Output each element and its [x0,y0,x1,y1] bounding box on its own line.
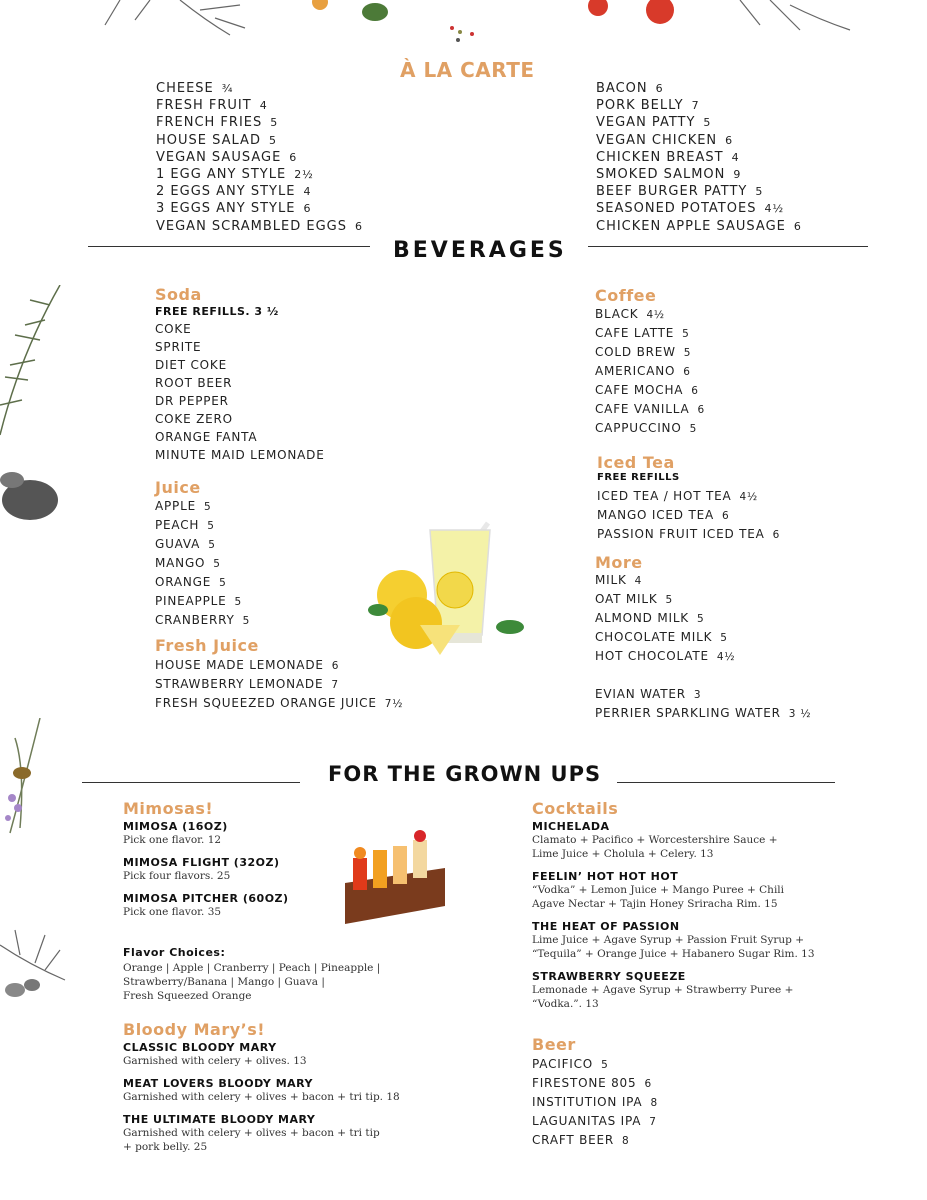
item-name: ORANGE FANTA [155,430,258,444]
menu-item [595,419,705,438]
item-name: CHOCOLATE MILK [595,630,713,644]
mimosa-flight-illustration [335,828,455,928]
drink-entry [532,970,815,1011]
item-name: 1 EGG ANY STYLE [156,167,287,183]
item-price: 6 [655,82,664,95]
drink-entry [123,820,289,847]
grown-ups-rule-left [82,782,300,783]
menu-item [596,183,802,200]
menu-item [155,338,325,356]
drink-description: Pick four flavors. 25 [123,870,231,882]
item-name: INSTITUTION IPA [532,1095,643,1109]
menu-item [155,392,325,410]
item-name: FRESH SQUEEZED ORANGE JUICE [155,696,377,710]
item-name: 2 EGGS ANY STYLE [156,184,296,200]
item-price: 6 [793,219,802,233]
item-name: CRAFT BEER [532,1133,615,1147]
menu-item [155,592,250,611]
item-name: HOT CHOCOLATE [595,649,709,663]
item-price: 6 [644,1078,652,1090]
menu-item [532,1093,658,1112]
item-name: CHICKEN APPLE SAUSAGE [596,218,786,234]
grown-ups-rule-right [617,782,835,783]
item-name: AMERICANO [595,364,676,378]
menu-item [595,381,705,400]
item-name: CHEESE [156,81,214,96]
item-price: 5 [268,133,277,147]
item-price: 5 [696,613,705,625]
item-price: 5 [242,615,251,627]
menu-item [595,305,705,324]
drink-name: MIMOSA FLIGHT (32OZ) [123,856,280,869]
item-name: FRENCH FRIES [156,115,263,131]
item-price: 5 [689,423,698,435]
rosemary-decoration [0,285,70,545]
item-name: 3 EGGS ANY STYLE [156,201,296,217]
flavor-choices-title: Flavor Choices: [123,946,226,959]
menu-item [596,80,802,97]
drink-description: Lemonade + Agave Syrup + Strawberry Puree + [532,984,794,996]
drink-name: STRAWBERRY SQUEEZE [532,970,686,983]
item-name: CRANBERRY [155,613,235,627]
item-price: 6 [725,133,734,147]
juice-list [155,497,250,630]
item-name: DIET COKE [155,358,227,372]
soda-list [155,320,325,464]
item-name: LAGUANITAS IPA [532,1114,642,1128]
item-price: 5 [720,632,728,644]
bloody-mary-title: Bloody Mary’s! [123,1020,266,1039]
item-price: 5 [755,185,764,199]
item-price: 6 [721,510,730,522]
drink-name: MICHELADA [532,820,610,833]
drink-description: “Vodka.”. 13 [532,998,599,1010]
item-name: MILK [595,573,627,587]
flavor-choices-list [123,961,380,1003]
menu-item [595,628,735,647]
lemonade-illustration [360,515,535,660]
menu-item [596,200,802,217]
item-name: FRESH FRUIT [156,98,252,114]
item-price: 5 [682,328,690,340]
more-list [595,571,735,666]
drink-name: MEAT LOVERS BLOODY MARY [123,1077,313,1090]
item-name: PEACH [155,518,200,532]
item-price: 6 [691,385,699,397]
a-la-carte-right-list [596,80,802,235]
menu-item [155,356,325,374]
item-name: VEGAN SCRAMBLED EGGS [156,218,348,234]
flavor-line: Orange | Apple | Cranberry | Peach | Pineapple | [123,962,381,974]
item-name: HOUSE SALAD [156,132,261,148]
item-name: PACIFICO [532,1057,594,1071]
menu-item [156,200,363,217]
bloody-mary-list [123,1041,400,1163]
item-price: 7½ [384,698,404,710]
menu-item [155,554,250,573]
cocktails-title: Cocktails [532,799,619,818]
item-name: APPLE [155,499,196,513]
item-price: 4½ [739,491,758,503]
item-name: COLD BREW [595,345,676,359]
item-price: 8 [622,1135,630,1147]
menu-item [156,97,363,114]
menu-item [532,1131,658,1150]
menu-item [156,166,363,183]
drink-name: THE HEAT OF PASSION [532,920,680,933]
item-price: 3 [693,689,702,701]
item-price: 5 [270,116,279,130]
item-name: FIRESTONE 805 [532,1076,637,1090]
menu-item [532,1055,658,1074]
beer-list [532,1055,658,1150]
menu-item [595,362,705,381]
item-name: HOUSE MADE LEMONADE [155,658,324,672]
menu-item [596,97,802,114]
drink-description: Lime Juice + Agave Syrup + Passion Fruit Syrup + [532,934,805,946]
menu-item [155,497,250,516]
menu-item [155,374,325,392]
item-price: 4½ [646,309,665,321]
item-price: 7 [691,99,700,113]
item-name: ROOT BEER [155,376,233,390]
iced-tea-title: Iced Tea [597,453,675,472]
menu-item [595,647,735,666]
drink-entry [532,870,815,911]
beer-title: Beer [532,1035,576,1054]
mimosas-title: Mimosas! [123,799,214,818]
beverages-heading: BEVERAGES [393,238,567,263]
soda-note: FREE REFILLS. 3 ½ [155,305,279,318]
fresh-juice-title: Fresh Juice [155,636,259,655]
olive-branch-decoration [0,925,70,1015]
item-price: 4 [634,575,643,587]
drink-entry [532,820,815,861]
menu-item [156,80,363,97]
menu-item [155,516,250,535]
drink-description: Garnished with celery + olives + bacon + tri tip [123,1127,380,1139]
item-price: 6 [697,404,705,416]
cocktail-list [532,820,815,1020]
item-name: VEGAN CHICKEN [596,132,718,148]
item-name: MINUTE MAID LEMONADE [155,448,325,462]
menu-item [156,114,363,131]
drink-description: Clamato + Pacifico + Worcestershire Sauce + [532,834,778,846]
item-name: MANGO [155,556,206,570]
drink-description: “Vodka” + Lemon Juice + Mango Puree + Chili [532,884,785,896]
item-name: ALMOND MILK [595,611,689,625]
fresh-juice-list [155,656,403,713]
mimosa-list [123,820,289,928]
item-price: 7 [331,679,339,691]
item-name: PORK BELLY [596,98,684,114]
item-name: SEASONED POTATOES [596,201,757,217]
item-name: EVIAN WATER [595,687,686,701]
drink-description: Lime Juice + Cholula + Celery. 13 [532,848,714,860]
drink-description: Pick one flavor. 35 [123,906,222,918]
drink-name: MIMOSA (16OZ) [123,820,228,833]
item-price: 5 [703,116,712,130]
item-price: 8 [650,1097,658,1109]
menu-item [597,525,780,544]
item-price: 4½ [716,651,736,663]
drink-name: CLASSIC BLOODY MARY [123,1041,277,1054]
soda-title: Soda [155,285,202,304]
item-price: 5 [208,539,216,551]
item-name: CHICKEN BREAST [596,149,724,165]
item-name: CAFE LATTE [595,326,675,340]
flavor-line: Strawberry/Banana | Mango | Guava | [123,976,325,988]
item-price: 6 [289,150,298,164]
menu-item [532,1074,658,1093]
drink-entry [123,856,289,883]
item-price: ¾ [221,82,234,95]
menu-item [596,166,802,183]
item-name: PASSION FRUIT ICED TEA [597,527,765,541]
drink-entry [123,1041,400,1068]
iced-tea-note: FREE REFILLS [597,472,680,483]
item-price: 5 [219,577,227,589]
item-name: BLACK [595,307,639,321]
menu-item [596,132,802,149]
coffee-list [595,305,705,438]
item-name: VEGAN PATTY [596,115,696,131]
item-name: BACON [596,81,648,96]
item-price: 6 [303,202,312,216]
drink-description: Garnished with celery + olives + bacon + tri tip. 18 [123,1091,400,1103]
item-price: 5 [207,520,215,532]
a-la-carte-left-list [156,80,363,235]
menu-item [597,506,780,525]
item-name: COKE [155,322,192,336]
menu-item [155,611,250,630]
item-price: 9 [733,168,742,182]
menu-item [595,704,811,723]
coffee-title: Coffee [595,286,657,305]
item-name: CAFE MOCHA [595,383,684,397]
item-price: 5 [683,347,692,359]
item-name: CAPPUCCINO [595,421,682,435]
item-name: SMOKED SALMON [596,167,726,183]
item-name: ICED TEA / HOT TEA [597,489,732,503]
item-price: 2½ [294,168,314,182]
menu-item [596,218,802,235]
a-la-carte-title: À LA CARTE [400,58,535,82]
item-name: MANGO ICED TEA [597,508,714,522]
item-name: PINEAPPLE [155,594,227,608]
drink-entry [123,1077,400,1104]
item-price: 7 [649,1116,657,1128]
water-list [595,685,811,723]
item-price: 5 [601,1059,609,1071]
item-name: SPRITE [155,340,202,354]
menu-item [155,446,325,464]
beverages-rule-left [88,246,370,247]
menu-item [595,400,705,419]
menu-item [156,183,363,200]
menu-item [156,149,363,166]
menu-item [155,428,325,446]
item-name: STRAWBERRY LEMONADE [155,677,324,691]
item-name: ORANGE [155,575,212,589]
item-name: VEGAN SAUSAGE [156,149,282,165]
item-price: 5 [213,558,221,570]
item-price: 4 [303,185,312,199]
item-name: PERRIER SPARKLING WATER [595,706,781,720]
drink-description: Agave Nectar + Tajin Honey Sriracha Rim. 15 [532,898,778,910]
drink-name: MIMOSA PITCHER (60OZ) [123,892,289,905]
juice-title: Juice [155,478,201,497]
more-title: More [595,553,643,572]
drink-description: + pork belly. 25 [123,1141,208,1153]
drink-description: “Tequila” + Orange Juice + Habanero Sugar Rim. 13 [532,948,815,960]
menu-item [155,320,325,338]
item-price: 5 [665,594,673,606]
menu-item [155,675,403,694]
menu-item [595,343,705,362]
menu-item [155,694,403,713]
item-name: GUAVA [155,537,201,551]
drink-entry [532,920,815,961]
item-price: 4½ [764,202,785,216]
item-price: 6 [355,219,364,233]
item-price: 5 [203,501,212,513]
item-name: COKE ZERO [155,412,233,426]
item-price: 6 [683,366,691,378]
menu-item [595,571,735,590]
drink-description: Garnished with celery + olives. 13 [123,1055,307,1067]
item-price: 6 [331,660,340,672]
lavender-decoration [0,718,60,838]
item-price: 4 [731,150,740,164]
item-name: OAT MILK [595,592,658,606]
menu-item [595,324,705,343]
drink-entry [123,1113,400,1154]
item-price: 5 [234,596,242,608]
menu-item [156,132,363,149]
menu-item [155,410,325,428]
flavor-line: Fresh Squeezed Orange [123,990,252,1002]
item-price: 3 ½ [788,708,812,720]
item-name: DR PEPPER [155,394,229,408]
menu-item [597,487,780,506]
iced-tea-list [597,487,780,544]
menu-item [596,149,802,166]
item-price: 4 [259,99,268,113]
menu-item [155,535,250,554]
menu-item [596,114,802,131]
drink-name: FEELIN’ HOT HOT HOT [532,870,679,883]
menu-item [156,218,363,235]
menu-item [595,590,735,609]
beverages-rule-right [588,246,868,247]
item-name: BEEF BURGER PATTY [596,184,748,200]
drink-description: Pick one flavor. 12 [123,834,222,846]
drink-name: THE ULTIMATE BLOODY MARY [123,1113,316,1126]
grown-ups-heading: FOR THE GROWN UPS [328,762,602,786]
top-decoration [0,0,927,60]
menu-item [595,609,735,628]
menu-item [155,573,250,592]
item-name: CAFE VANILLA [595,402,690,416]
menu-item [595,685,811,704]
menu-item [532,1112,658,1131]
drink-entry [123,892,289,919]
item-price: 6 [772,529,781,541]
